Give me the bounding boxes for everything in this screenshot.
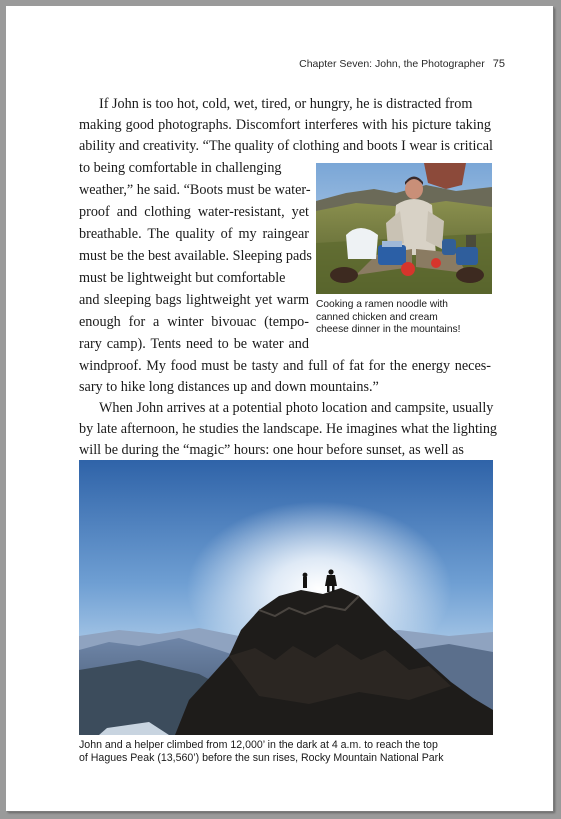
text-line: rary camp). Tents need to be water and bbox=[79, 336, 309, 352]
page-number: 75 bbox=[492, 58, 505, 70]
text-line: must be the best available. Sleeping pads bbox=[79, 248, 312, 264]
text-line: will be during the “magic” hours: one hour before sunset, as well as bbox=[79, 442, 464, 458]
summit-photo bbox=[79, 460, 493, 735]
running-header bbox=[299, 58, 505, 70]
text-line: sary to hike long distances up and down mountains.” bbox=[79, 379, 379, 395]
photo-caption-2 bbox=[79, 739, 444, 765]
chapter-title: Chapter Seven: John, the Photographer bbox=[299, 58, 485, 70]
text-line: proof and clothing water-resistant, yet bbox=[79, 204, 309, 220]
camp-cooking-photo bbox=[316, 163, 492, 294]
text-line: enough for a winter bivouac (tempo- bbox=[79, 314, 309, 330]
caption-line: Cooking a ramen noodle with bbox=[316, 299, 448, 310]
text-line: must be lightweight but comfortable bbox=[79, 270, 286, 286]
text-line: windproof. My food must be tasty and full of fat for the energy neces- bbox=[79, 358, 491, 374]
text-line: and sleeping bags lightweight yet warm bbox=[79, 292, 309, 308]
text-line: weather,” he said. “Boots must be water- bbox=[79, 182, 311, 198]
text-line: breathable. The quality of my raingear bbox=[79, 226, 309, 242]
caption-line: John and a helper climbed from 12,000’ in the dark at 4 a.m. to reach the top bbox=[79, 739, 438, 751]
caption-line: cheese dinner in the mountains! bbox=[316, 324, 461, 335]
text-line: ability and creativity. “The quality of clothing and boots I wear is critical bbox=[79, 138, 493, 154]
photo-caption-1 bbox=[316, 299, 460, 337]
caption-line: of Hagues Peak (13,560’) before the sun rises, Rocky Mountain National Park bbox=[79, 752, 444, 764]
text-line: by late afternoon, he studies the landscape. He imagines what the lighting bbox=[79, 421, 498, 437]
text-line: If John is too hot, cold, wet, tired, or hungry, he is distracted from bbox=[99, 96, 473, 112]
text-line: to being comfortable in challenging bbox=[79, 160, 282, 176]
text-line: making good photographs. Discomfort interferes with his picture taking bbox=[79, 117, 491, 133]
caption-line: canned chicken and cream bbox=[316, 311, 438, 323]
text-line: When John arrives at a potential photo location and campsite, usually bbox=[99, 400, 494, 416]
